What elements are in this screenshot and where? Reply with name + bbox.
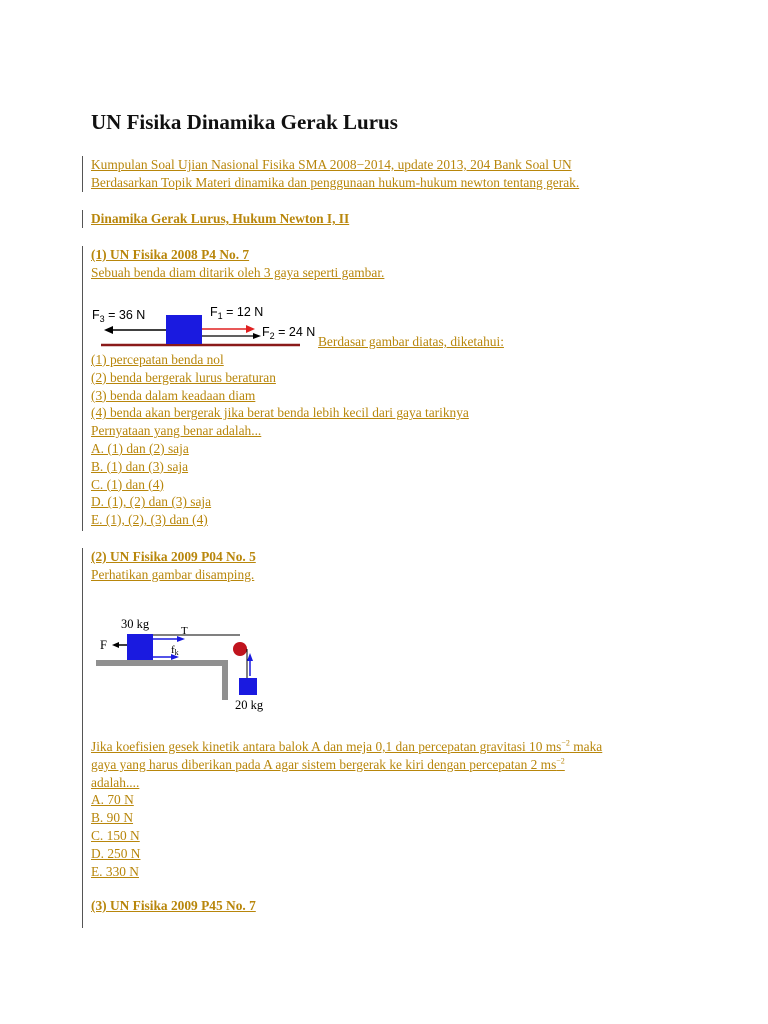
q1-question[interactable]: Pernyataan yang benar adalah... (91, 423, 262, 439)
q1-f2-label: $F_2 = 24$ N (262, 325, 316, 341)
q1-option-b[interactable]: B. (1) dan (3) saja (91, 458, 189, 474)
q2-option-c[interactable]: C. 150 N (91, 827, 140, 843)
section-heading[interactable]: Dinamika Gerak Lurus, Hukum Newton I, II (91, 211, 350, 226)
q1-option-c[interactable]: C. (1) dan (4) (91, 476, 164, 492)
q1-prompt[interactable]: Sebuah benda diam ditarik oleh 3 gaya seperti gambar. (91, 264, 385, 280)
q1-option-e[interactable]: E. (1), (2), (3) dan (4) (91, 512, 208, 528)
q2-pulley (233, 642, 247, 656)
section-heading-block (82, 210, 349, 228)
q1-force-diagram (89, 300, 324, 352)
q1-statement-3[interactable]: (3) benda dalam keadaan diam (91, 387, 256, 403)
q1-after-figure[interactable]: Berdasar gambar diatas, diketahui: (318, 334, 504, 349)
q2-friction-label: fk (171, 644, 179, 657)
q2-option-e[interactable]: E. 330 N (91, 863, 139, 879)
q1-statement-4[interactable]: (4) benda akan bergerak jika berat benda lebih kecil dari gaya tariknya (91, 405, 469, 421)
q2-option-a[interactable]: A. 70 N (91, 792, 134, 808)
q1-statement-1[interactable]: (1) percepatan benda nol (91, 352, 224, 367)
q2-mass-a-label: 30 kg (121, 617, 150, 631)
q2-body (91, 738, 602, 880)
q2-text-line-3[interactable]: adalah.... (91, 774, 140, 790)
q3-heading[interactable]: (3) UN Fisika 2009 P45 No. 7 (91, 898, 256, 913)
q2-mass-b-label: 20 kg (235, 698, 264, 712)
q2-tension-label: T (181, 625, 188, 637)
page-title: UN Fisika Dinamika Gerak Lurus (91, 110, 398, 134)
q2-pulley-diagram (96, 612, 276, 718)
q2-option-d[interactable]: D. 250 N (91, 845, 141, 861)
q1-f3-label: $F_3 = 36$ N (92, 308, 146, 324)
q2-block-a (127, 634, 153, 660)
q2-block-b (239, 678, 257, 695)
q2-table (96, 660, 228, 666)
q2-text-line-1[interactable]: Jika koefisien gesek kinetik antara balok A dan meja 0,1 dan percepatan gravitasi 10 $ms^{-2}$ maka (91, 738, 603, 754)
q2-text-line-2[interactable]: gaya yang harus diberikan pada A agar sistem bergerak ke kiri dengan percepatan 2 $ms^{-2}$ (91, 756, 565, 772)
q1-f1-label: $F_1 = 12$ N (210, 305, 264, 321)
intro-link-line-1[interactable]: Kumpulan Soal Ujian Nasional Fisika SMA 2008−2014, update 2013, 204 Bank Soal UN (91, 157, 572, 172)
q2-force-label: F (100, 638, 107, 652)
q1-body (91, 351, 469, 529)
q2-prompt[interactable]: Perhatikan gambar disamping. (91, 566, 255, 582)
q1-option-a[interactable]: A. (1) dan (2) saja (91, 440, 189, 456)
q1-block (166, 315, 202, 344)
q1-option-d[interactable]: D. (1), (2) dan (3) saja (91, 494, 212, 510)
q1-heading[interactable]: (1) UN Fisika 2008 P4 No. 7 (91, 247, 250, 262)
q2-heading[interactable]: (2) UN Fisika 2009 P04 No. 5 (91, 549, 256, 564)
intro-block (82, 156, 579, 192)
q1-statement-2[interactable]: (2) benda bergerak lurus beraturan (91, 369, 276, 385)
question-3-block (91, 897, 256, 915)
intro-link-line-2[interactable]: Berdasarkan Topik Materi dinamika dan penggunaan hukum-hukum newton tentang gerak. (91, 174, 580, 190)
q2-option-b[interactable]: B. 90 N (91, 810, 134, 826)
